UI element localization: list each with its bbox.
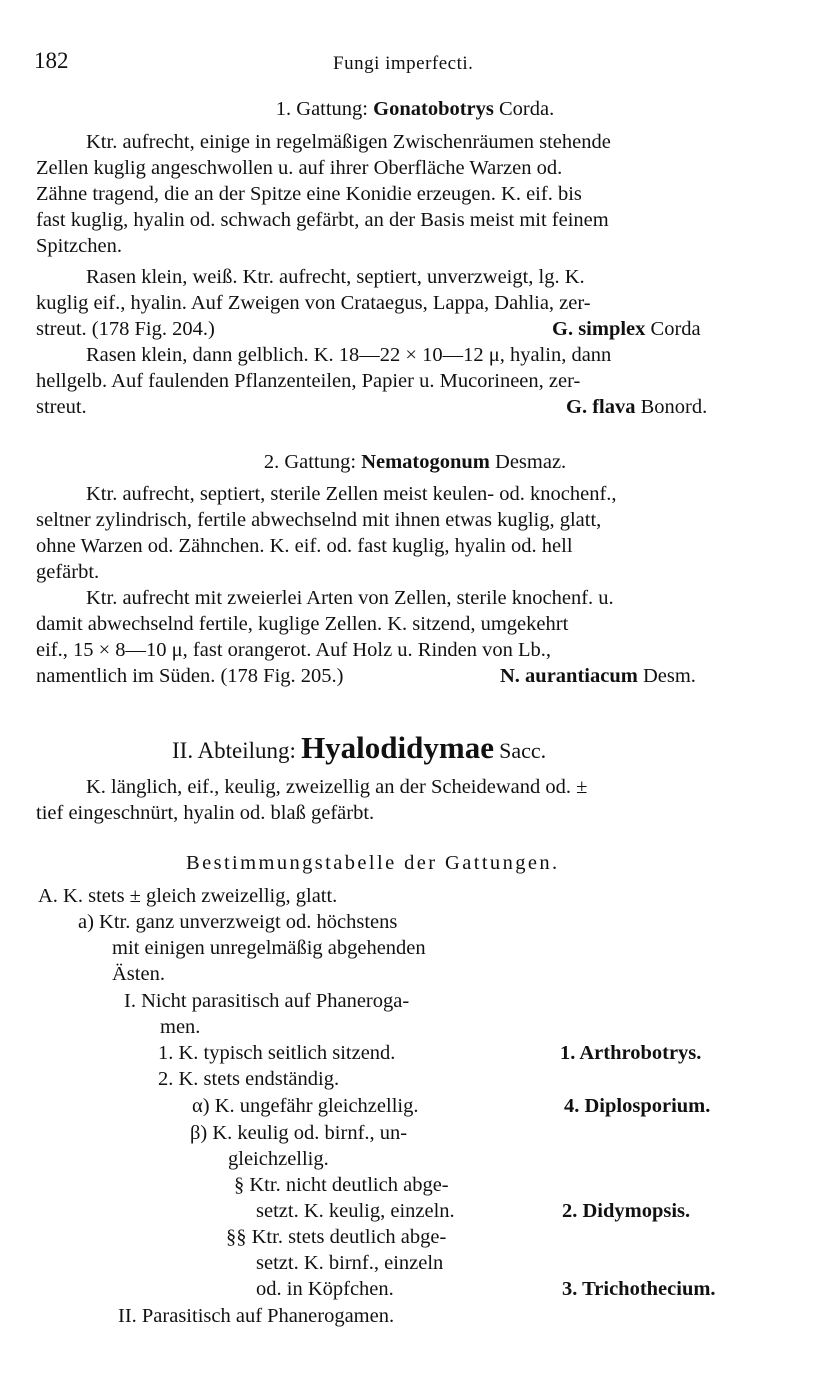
key-n1-result: 1. Arthrobotrys. xyxy=(560,1042,702,1064)
genus2-heading-author: Desmaz. xyxy=(495,451,567,473)
key-II: II. Parasitisch auf Phanerogamen. xyxy=(118,1305,395,1327)
key-alpha-result: 4. Diplosporium. xyxy=(564,1095,711,1117)
key-a-line: Ästen. xyxy=(112,963,165,985)
genus1-heading-author: Corda. xyxy=(499,98,555,120)
section-prefix: II. Abteilung: xyxy=(172,738,296,763)
genus1-heading-name: Gonatobotrys xyxy=(373,98,494,120)
species-author: Corda xyxy=(650,318,701,340)
genus2-sp1-line: Ktr. aufrecht mit zweierlei Arten von Zellen, sterile knochenf. u. xyxy=(86,587,614,609)
genus1-sp2-line: Rasen klein, dann gelblich. K. 18—22 × 10—12 μ, hyalin, dann xyxy=(86,344,612,366)
genus2-heading-name: Nematogonum xyxy=(361,451,490,473)
genus1-sp2-line: streut. xyxy=(36,396,87,418)
genus1-desc-line: Spitzchen. xyxy=(36,235,122,257)
species-name: G. simplex xyxy=(552,318,646,340)
key-beta-line: gleichzellig. xyxy=(228,1148,329,1170)
key-beta-line: β) K. keulig od. birnf., un- xyxy=(190,1122,408,1144)
genus1-sp2-line: hellgelb. Auf faulenden Pflanzenteilen, Papier u. Mucorineen, zer- xyxy=(36,370,581,392)
key-A: A. K. stets ± gleich zweizellig, glatt. xyxy=(38,885,338,907)
genus1-sp1-line: Rasen klein, weiß. Ktr. aufrecht, septiert, unverzweigt, lg. K. xyxy=(86,266,585,288)
key-s1-line: setzt. K. keulig, einzeln. xyxy=(256,1200,455,1222)
genus1-sp1-line: streut. (178 Fig. 204.) xyxy=(36,318,215,340)
genus2-desc-line: Ktr. aufrecht, septiert, sterile Zellen meist keulen- od. knochenf., xyxy=(86,483,617,505)
section-desc-line: K. länglich, eif., keulig, zweizellig an der Scheidewand od. ± xyxy=(86,776,588,798)
section-desc-line: tief eingeschnürt, hyalin od. blaß gefärbt. xyxy=(36,802,375,824)
genus1-desc-line: Zellen kuglig angeschwollen u. auf ihrer Oberfläche Warzen od. xyxy=(36,157,563,179)
genus1-heading xyxy=(0,96,830,123)
genus1-heading-num: 1. Gattung: xyxy=(275,98,369,120)
genus1-sp2-name xyxy=(566,394,707,421)
section-name: Hyalodidymae xyxy=(301,730,494,765)
genus1-desc-line: Ktr. aufrecht, einige in regelmäßigen Zwischenräumen stehende xyxy=(86,131,611,153)
key-s2-line: §§ Ktr. stets deutlich abge- xyxy=(226,1226,447,1248)
genus2-heading-num: 2. Gattung: xyxy=(263,451,357,473)
key-s2-line: od. in Köpfchen. xyxy=(256,1278,394,1300)
section-heading xyxy=(172,730,546,770)
genus1-desc-line: fast kuglig, hyalin od. schwach gefärbt, an der Basis meist mit feinem xyxy=(36,209,609,231)
genus2-sp1-line: damit abwechselnd fertile, kuglige Zellen. K. sitzend, umgekehrt xyxy=(36,613,569,635)
genus2-sp1-name xyxy=(500,663,696,690)
key-I-line: men. xyxy=(160,1016,201,1038)
key-title: Bestimmungstabelle der Gattungen. xyxy=(186,852,560,874)
section-author: Sacc. xyxy=(499,738,547,763)
genus2-sp1-line: eif., 15 × 8—10 μ, fast orangerot. Auf Holz u. Rinden von Lb., xyxy=(36,639,552,661)
genus2-desc-line: ohne Warzen od. Zähnchen. K. eif. od. fast kuglig, hyalin od. hell xyxy=(36,535,573,557)
genus1-sp1-name xyxy=(552,316,701,343)
key-I-line: I. Nicht parasitisch auf Phaneroga- xyxy=(124,990,410,1012)
key-a-line: a) Ktr. ganz unverzweigt od. höchstens xyxy=(78,911,398,933)
key-a-line: mit einigen unregelmäßig abgehenden xyxy=(112,937,426,959)
genus1-desc-line: Zähne tragend, die an der Spitze eine Konidie erzeugen. K. eif. bis xyxy=(36,183,582,205)
genus2-heading xyxy=(0,449,830,476)
key-s2-result: 3. Trichothecium. xyxy=(562,1278,716,1300)
genus1-sp1-line: kuglig eif., hyalin. Auf Zweigen von Crataegus, Lappa, Dahlia, zer- xyxy=(36,292,591,314)
key-n2: 2. K. stets endständig. xyxy=(158,1068,340,1090)
key-n1: 1. K. typisch seitlich sitzend. xyxy=(158,1042,396,1064)
running-title: Fungi imperfecti. xyxy=(333,53,474,74)
species-author: Desm. xyxy=(642,665,696,687)
genus2-sp1-line: namentlich im Süden. (178 Fig. 205.) xyxy=(36,665,344,687)
species-name: G. flava xyxy=(566,396,636,418)
key-s1-result: 2. Didymopsis. xyxy=(562,1200,691,1222)
key-s2-line: setzt. K. birnf., einzeln xyxy=(256,1252,444,1274)
genus2-desc-line: gefärbt. xyxy=(36,561,100,583)
genus2-desc-line: seltner zylindrisch, fertile abwechselnd mit ihnen etwas kuglig, glatt, xyxy=(36,509,602,531)
key-s1-line: § Ktr. nicht deutlich abge- xyxy=(234,1174,449,1196)
species-author: Bonord. xyxy=(640,396,708,418)
key-alpha: α) K. ungefähr gleichzellig. xyxy=(192,1095,419,1117)
page-number: 182 xyxy=(34,48,69,73)
species-name: N. aurantiacum xyxy=(500,665,638,687)
